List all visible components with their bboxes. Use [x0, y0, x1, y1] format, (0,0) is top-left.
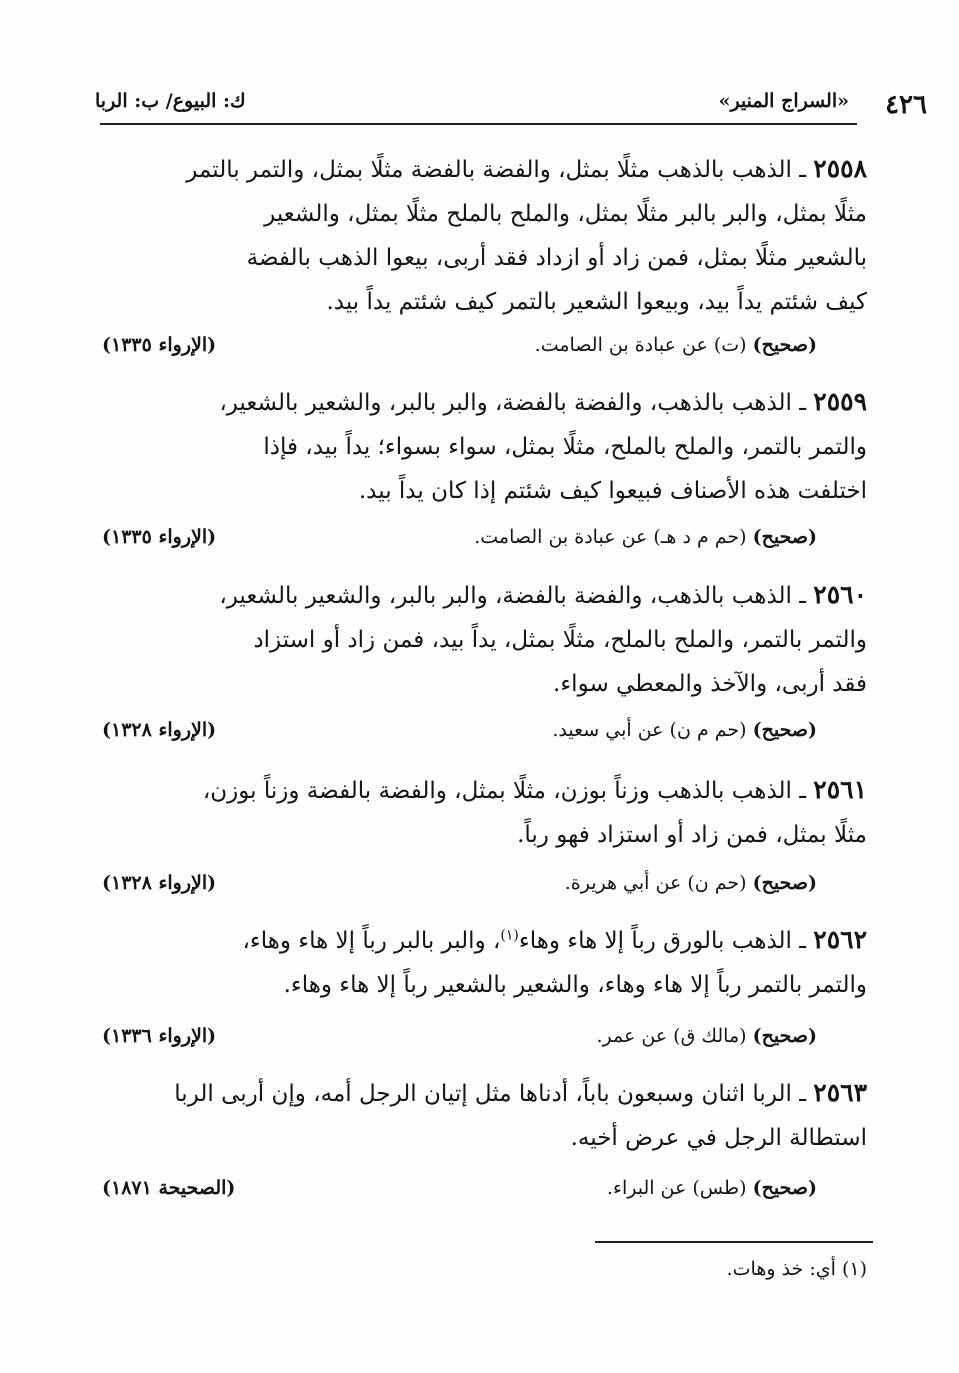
hadith-line: بالشعير مثلًا بمثل، فمن زاد أو ازداد فقد أربى، بيعوا الذهب بالفضة: [246, 245, 867, 271]
chapter-reference: ك: البيوع/ ب: الربا: [95, 90, 246, 112]
grading-narrator: (حم ن) عن أبي هريرة.: [564, 872, 747, 894]
hadith-number: ٢٥٦١: [813, 775, 867, 804]
hadith-line: والتمر بالتمر رباً إلا هاء وهاء، والشعير بالشعير رباً إلا هاء وهاء.: [283, 972, 867, 998]
grading-source: [565, 872, 817, 894]
grading-source: [596, 1025, 817, 1047]
grading-source: [474, 526, 817, 548]
grading-reference: (الإرواء ١٣٢٨): [102, 872, 217, 894]
hadith-2558: [102, 147, 867, 324]
hadith-line: ـ الذهب بالذهب، والفضة بالفضة، والبر بالبر، والشعير بالشعير،: [219, 390, 806, 416]
hadith-number: ٢٥٥٩: [813, 387, 867, 416]
hadith-number: ٢٥٥٨: [813, 154, 867, 183]
hadith-2560: [102, 573, 867, 706]
footnote-text: أي: خذ وهات.: [726, 1258, 836, 1280]
hadith-text: [102, 380, 867, 513]
hadith-line: والتمر بالتمر، والملح بالملح، مثلًا بمثل، سواء بسواء؛ يداً بيد، فإذا: [263, 434, 867, 460]
hadith-line: اختلفت هذه الأصناف فبيعوا كيف شئتم إذا كان يداً بيد.: [358, 478, 867, 504]
hadith-line: فقد أربى، والآخذ والمعطي سواء.: [553, 671, 867, 697]
hadith-line: ـ الذهب بالذهب مثلًا بمثل، والفضة بالفضة مثلًا بمثل، والتمر بالتمر: [186, 157, 806, 183]
hadith-2562: [102, 918, 867, 1007]
hadith-line: ـ الربا اثنان وسبعون باباً، أدناها مثل إتيان الرجل أمه، وإن أربى الربا: [174, 1081, 806, 1107]
hadith-line: كيف شئتم يداً بيد، وبيعوا الشعير بالتمر كيف شئتم يداً بيد.: [326, 289, 867, 315]
grading-verdict: (صحيح): [752, 872, 817, 894]
hadith-line: مثلًا بمثل، والبر بالبر مثلًا بمثل، والملح بالملح مثلًا بمثل، والشعير: [264, 201, 867, 227]
hadith-text: [102, 147, 867, 324]
hadith-2563: [102, 1071, 867, 1160]
hadith-2561: [102, 768, 867, 857]
hadith-line: ـ الذهب بالذهب، والفضة بالفضة، والبر بالبر، والشعير بالشعير،: [219, 583, 806, 609]
hadith-line: ـ الذهب بالذهب وزناً بوزن، مثلًا بمثل، والفضة بالفضة وزناً بوزن،: [202, 778, 806, 804]
hadith-text: [102, 768, 867, 857]
hadith-2559: [102, 380, 867, 513]
hadith-grading: [102, 1177, 867, 1207]
hadith-number: ٢٥٦٠: [813, 580, 867, 609]
footnote-divider: [595, 1241, 873, 1243]
page-number: ٤٢٦: [885, 90, 927, 120]
hadith-number: ٢٥٦٣: [813, 1078, 867, 1107]
grading-verdict: (صحيح): [752, 1025, 817, 1047]
hadith-grading: [102, 526, 867, 556]
grading-narrator: (حم م د هـ) عن عبادة بن الصامت.: [474, 526, 747, 548]
hadith-line: استطالة الرجل في عرض أخيه.: [570, 1125, 867, 1151]
grading-reference: (الصحيحة ١٨٧١): [102, 1177, 236, 1199]
hadith-line-continuation: ، والبر بالبر رباً إلا هاء وهاء،: [242, 928, 501, 954]
grading-verdict: (صحيح): [752, 526, 817, 548]
hadith-text: [102, 573, 867, 706]
grading-narrator: (مالك ق) عن عمر.: [596, 1025, 747, 1047]
hadith-grading: [102, 334, 867, 364]
grading-narrator: (حم م ن) عن أبي سعيد.: [552, 719, 747, 741]
hadith-line: ـ الذهب بالورق رباً إلا هاء وهاء: [518, 928, 806, 954]
grading-narrator: (طس) عن البراء.: [606, 1177, 747, 1199]
grading-source: [607, 1177, 817, 1199]
hadith-text: [102, 918, 867, 1007]
grading-source: [552, 719, 817, 741]
grading-reference: (الإرواء ١٣٣٥): [102, 334, 217, 356]
grading-verdict: (صحيح): [752, 1177, 817, 1199]
hadith-line: مثلًا بمثل، فمن زاد أو استزاد فهو رباً.: [517, 822, 867, 848]
hadith-grading: [102, 719, 867, 749]
footnote: [102, 1258, 867, 1280]
hadith-grading: [102, 872, 867, 902]
grading-narrator: (ت) عن عبادة بن الصامت.: [534, 334, 747, 356]
running-header: [95, 80, 927, 120]
footnote-mark: (١): [841, 1258, 867, 1280]
hadith-line: والتمر بالتمر، والملح بالملح، مثلًا بمثل، يداً بيد، فمن زاد أو استزاد: [253, 627, 867, 653]
grading-verdict: (صحيح): [752, 334, 817, 356]
hadith-text: [102, 1071, 867, 1160]
grading-source: [535, 334, 817, 356]
grading-reference: (الإرواء ١٣٢٨): [102, 719, 217, 741]
header-divider: [100, 123, 857, 125]
book-title: «السراج المنير»: [718, 90, 849, 112]
grading-reference: (الإرواء ١٣٣٥): [102, 526, 217, 548]
footnote-reference-mark[interactable]: (١): [500, 927, 519, 944]
grading-reference: (الإرواء ١٣٣٦): [102, 1025, 217, 1047]
hadith-grading: [102, 1025, 867, 1055]
grading-verdict: (صحيح): [752, 719, 817, 741]
hadith-number: ٢٥٦٢: [813, 925, 867, 954]
